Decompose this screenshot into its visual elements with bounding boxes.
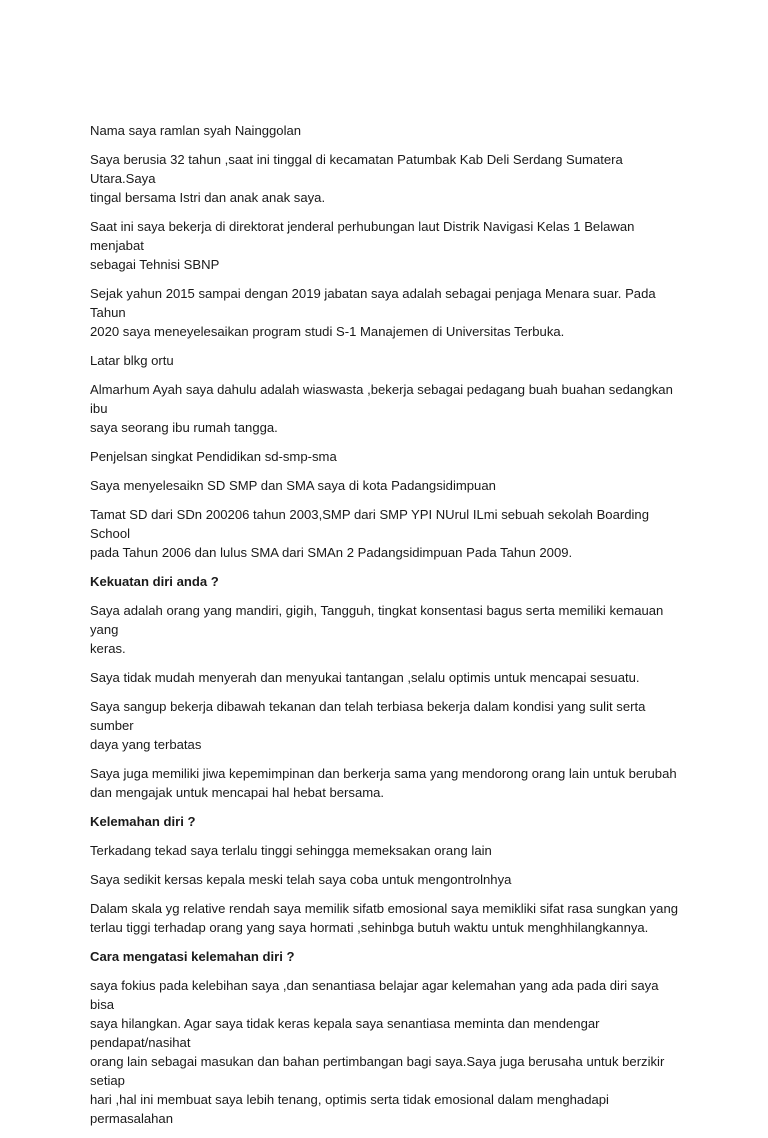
paragraph-strength-4: Saya juga memiliki jiwa kepemimpinan dan berkerja sama yang mendorong orang lain untuk berubah dan mengajak untuk mencapai hal hebat bersama.	[90, 766, 677, 800]
heading-overcome-weaknesses: Cara mengatasi kelemahan diri ?	[90, 949, 295, 964]
paragraph-education-detail: Tamat SD dari SDn 200206 tahun 2003,SMP dari SMP YPI NUrul ILmi sebuah sekolah Boarding School pada Tahun 2006 dan lulus SMA dari SMAn 2 Padangsidimpuan Pada Tahun 2009.	[90, 507, 649, 560]
paragraph-strength-3: Saya sangup bekerja dibawah tekanan dan telah terbiasa bekerja dalam kondisi yang sulit serta sumber daya yang terbatas	[90, 699, 646, 752]
paragraph-name: Nama saya ramlan syah Nainggolan	[90, 123, 302, 138]
paragraph-weakness-1: Terkadang tekad saya terlalu tinggi sehingga memeksakan orang lain	[90, 843, 492, 858]
paragraph-weakness-2: Saya sedikit kersas kepala meski telah saya coba untuk mengontrolnhya	[90, 872, 512, 887]
document-body	[90, 121, 680, 1138]
paragraph-parents-label: Latar blkg ortu	[90, 353, 174, 368]
paragraph-age-residence: Saya berusia 32 tahun ,saat ini tinggal di kecamatan Patumbak Kab Deli Serdang Sumatera Utara.Saya tingal bersama Istri dan anak anak saya.	[90, 152, 623, 205]
paragraph-current-job: Saat ini saya bekerja di direktorat jenderal perhubungan laut Distrik Navigasi Kelas 1 Belawan menjabat sebagai Tehnisi SBNP	[90, 219, 635, 272]
heading-strengths: Kekuatan diri anda ?	[90, 574, 219, 589]
paragraph-education-label: Penjelsan singkat Pendidikan sd-smp-sma	[90, 449, 337, 464]
paragraph-education-city: Saya menyelesaikn SD SMP dan SMA saya di kota Padangsidimpuan	[90, 478, 496, 493]
paragraph-work-history: Sejak yahun 2015 sampai dengan 2019 jabatan saya adalah sebagai penjaga Menara suar. Pada Tahun 2020 saya meneyelesaikan program studi S-1 Manajemen di Universitas Terbuka.	[90, 286, 656, 339]
paragraph-parents: Almarhum Ayah saya dahulu adalah wiaswasta ,bekerja sebagai pedagang buah buahan sedangkan ibu saya seorang ibu rumah tangga.	[90, 382, 673, 435]
paragraph-overcome: saya fokius pada kelebihan saya ,dan senantiasa belajar agar kelemahan yang ada pada diri saya bisa saya hilangkan. Agar saya tidak keras kepala saya senantiasa meminta dan mendengar pendapat/nasihat orang lain sebagai masukan dan bahan pertimbangan bagi saya.Saya juga berusaha untuk berzikir setiap hari ,hal ini membuat saya lebih tenang, optimis serta tidak emosional dalam menghadapi permasalahan	[90, 978, 665, 1126]
paragraph-strength-1: Saya adalah orang yang mandiri, gigih, Tangguh, tingkat konsentasi bagus serta memiliki kemauan yang keras.	[90, 603, 664, 656]
paragraph-strength-2: Saya tidak mudah menyerah dan menyukai tantangan ,selalu optimis untuk mencapai sesuatu.	[90, 670, 640, 685]
heading-weaknesses: Kelemahan diri ?	[90, 814, 196, 829]
paragraph-weakness-3: Dalam skala yg relative rendah saya memilik sifatb emosional saya memikliki sifat rasa sungkan yang terlau tiggi terhadap orang yang saya hormati ,sehinbga butuh waktu untuk menghhilangkannya.	[90, 901, 679, 935]
